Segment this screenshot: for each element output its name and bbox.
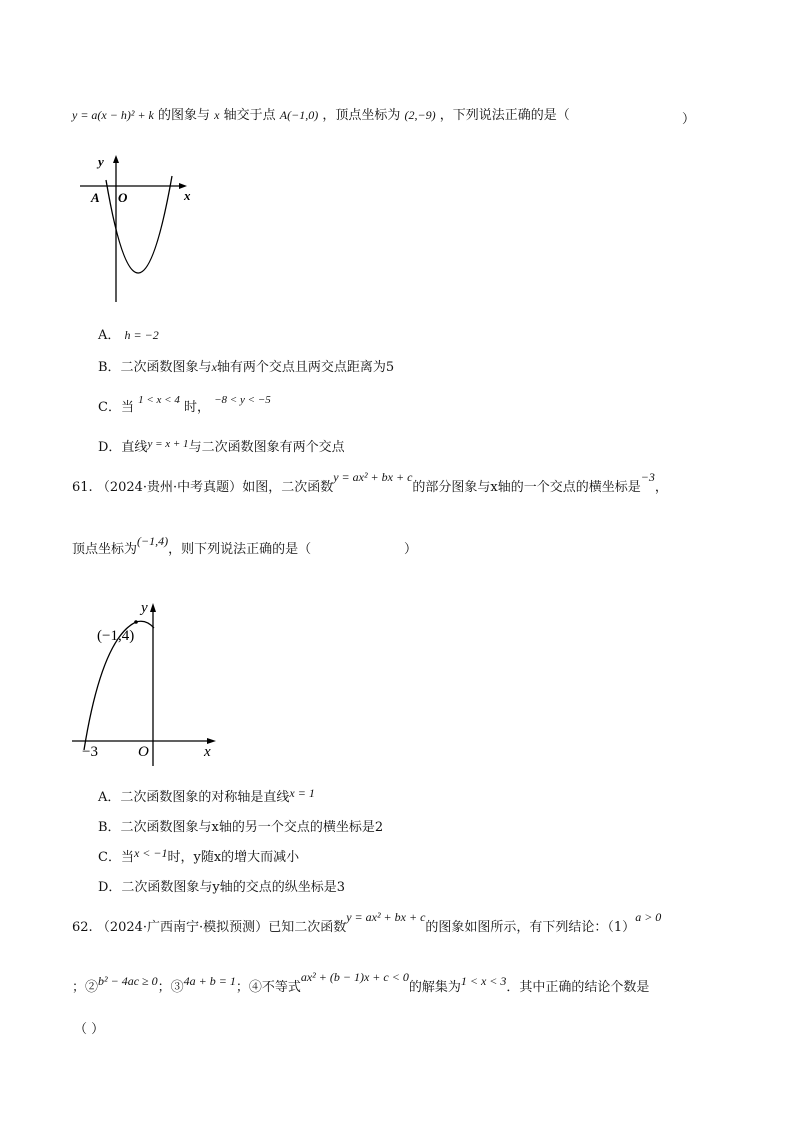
q60-blank-close: ） [682, 112, 696, 127]
q60-option-a[interactable]: A． h = −2 [98, 328, 159, 343]
q61-label-y: y [141, 600, 148, 616]
q61-stem-line2: 顶点坐标为(−1,4)，则下列说法正确的是（ [72, 534, 312, 557]
q60-graph [80, 150, 210, 310]
q61-label-neg3: −3 [82, 744, 98, 760]
q61-option-c[interactable]: C．当x < −1时，y随x的增大而减小 [98, 846, 300, 865]
q61-y-arrow [150, 603, 156, 612]
q60-option-d[interactable]: D．直线$^{y = x + 1}$与二次函数图象有两个交点 [98, 438, 345, 455]
q61-option-b[interactable]: B．二次函数图象与x轴的另一个交点的横坐标是2 [98, 820, 384, 835]
q61-blank-close: ） [404, 542, 418, 557]
q61-vertex: (−1,4) [137, 534, 169, 548]
q60-vertex: (2,−9) [404, 108, 436, 122]
q61-number: 61. [72, 480, 93, 495]
q60-formula: y = a(x − h)² + k [72, 108, 154, 122]
q61-option-d[interactable]: D．二次函数图象与y轴的交点的纵坐标是3 [98, 880, 346, 895]
q61-vertex-dot [134, 620, 138, 624]
q61-label-vertex: (−1,4) [97, 628, 135, 644]
q60-stem: y = a(x − h)² + k 的图象与 x 轴交于点 A(−1,0) ，顶点坐标为 (2,−9) ，下列说法正确的是（ [72, 108, 570, 123]
q61-option-a[interactable]: A．二次函数图象的对称轴是直线x = 1 [98, 786, 315, 805]
q60-option-c[interactable]: C．当 $^{1 < x < 4}$ 时， $^{-8 < y < -5}$ [98, 394, 271, 415]
q62-stem-line1: 62. （2024·广西南宁·模拟预测）已知二次函数y = ax² + bx + c的图象如图所示，有下列结论：（1）a > 0 [72, 910, 662, 935]
q61-graph [70, 598, 230, 768]
q61-stem-line1: 61. （2024·贵州·中考真题）如图，二次函数y = ax² + bx + c的部分图象与x轴的一个交点的横坐标是−3， [72, 470, 668, 495]
q62-formula: y = ax² + bx + c [346, 910, 426, 924]
q60-point-a: A(−1,0) [279, 108, 319, 122]
q62-stem-line3: （ ） [74, 1022, 105, 1037]
q60-label-o: O [118, 190, 128, 205]
q62-stem-line2: ；②b² − 4ac ≥ 0；③4a + b = 1；④不等式ax² + (b − 1)x + c < 0的解集为1 < x < 3．其中正确的结论个数是 [72, 970, 650, 995]
q61-formula: y = ax² + bx + c [333, 470, 413, 484]
q62-source: （2024·广西南宁·模拟预测） [96, 920, 269, 935]
q60-label-y: y [98, 154, 104, 169]
q61-source: （2024·贵州·中考真题） [96, 480, 243, 495]
q62-number: 62. [72, 920, 93, 935]
q60-option-b[interactable]: B．二次函数图象与x轴有两个交点且两交点距离为5 [98, 360, 395, 375]
q61-label-x: x [204, 744, 211, 760]
q60-y-arrow [113, 155, 119, 163]
q61-label-o: O [138, 744, 149, 760]
q60-label-a: A [91, 190, 100, 205]
q60-label-x: x [184, 188, 191, 203]
